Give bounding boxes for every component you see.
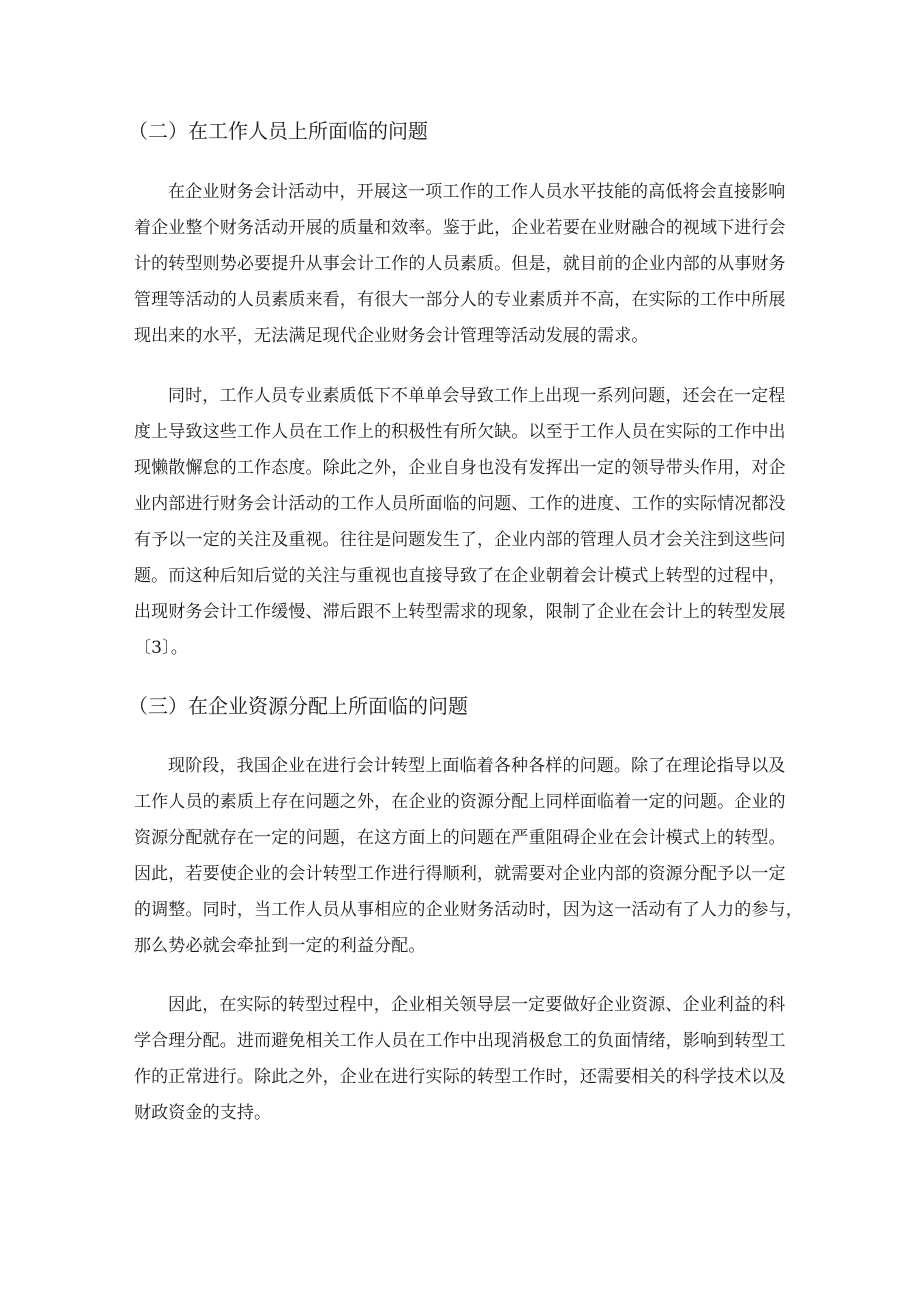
- section-heading-2: （二）在工作人员上所面临的问题: [128, 119, 428, 143]
- text-line: 作的正常进行。除此之外，企业在进行实际的转型工作时，还需要相关的科学技术以及: [134, 1067, 786, 1087]
- text-line: 工作人员的素质上存在问题之外，在企业的资源分配上同样面临着一定的问题。企业的: [134, 792, 786, 812]
- text-line: 有予以一定的关注及重视。往往是问题发生了，企业内部的管理人员才会关注到这些问: [134, 530, 786, 550]
- text-line: 出现财务会计工作缓慢、滞后跟不上转型需求的现象，限制了企业在会计上的转型发展: [134, 602, 786, 622]
- text-line: 题。而这种后知后觉的关注与重视也直接导致了在企业朝着会计模式上转型的过程中，: [134, 566, 786, 586]
- text-line: 资源分配就存在一定的问题，在这方面上的问题在严重阻碍企业在会计模式上的转型。: [134, 828, 786, 848]
- text-line: 度上导致这些工作人员在工作上的积极性有所欠缺。以至于工作人员在实际的工作中出: [134, 422, 786, 442]
- text-line: 着企业整个财务活动开展的质量和效率。鉴于此，企业若要在业财融合的视域下进行会: [134, 218, 786, 238]
- text-line: 因此，若要使企业的会计转型工作进行得顺利，就需要对企业内部的资源分配予以一定: [134, 864, 786, 884]
- text-line: 财政资金的支持。: [134, 1103, 272, 1123]
- text-line: 在企业财务会计活动中，开展这一项工作的工作人员水平技能的高低将会直接影响: [168, 182, 786, 202]
- text-line: 现阶段，我国企业在进行会计转型上面临着各种各样的问题。除了在理论指导以及: [168, 756, 786, 776]
- text-line: 那么势必就会牵扯到一定的利益分配。: [134, 936, 426, 956]
- text-line: 管理等活动的人员素质来看，有很大一部分人的专业素质并不高，在实际的工作中所展: [134, 290, 786, 310]
- text-line: 学合理分配。进而避免相关工作人员在工作中出现消极怠工的负面情绪，影响到转型工: [134, 1031, 786, 1051]
- text-line: 因此，在实际的转型过程中，企业相关领导层一定要做好企业资源、企业利益的科: [168, 995, 786, 1015]
- text-line: 〔3〕。: [134, 638, 188, 658]
- section-heading-3: （三）在企业资源分配上所面临的问题: [128, 694, 468, 718]
- text-line: 现懒散懈怠的工作态度。除此之外，企业自身也没有发挥出一定的领导带头作用，对企: [134, 458, 786, 478]
- text-line: 同时，工作人员专业素质低下不单单会导致工作上出现一系列问题，还会在一定程: [168, 386, 786, 406]
- text-line: 现出来的水平，无法满足现代企业财务会计管理等活动发展的需求。: [134, 326, 649, 346]
- text-line: 业内部进行财务会计活动的工作人员所面临的问题、工作的进度、工作的实际情况都没: [134, 494, 786, 514]
- text-line: 计的转型则势必要提升从事会计工作的人员素质。但是，就目前的企业内部的从事财务: [134, 254, 786, 274]
- text-line: 的调整。同时，当工作人员从事相应的企业财务活动时，因为这一活动有了人力的参与，: [134, 900, 803, 920]
